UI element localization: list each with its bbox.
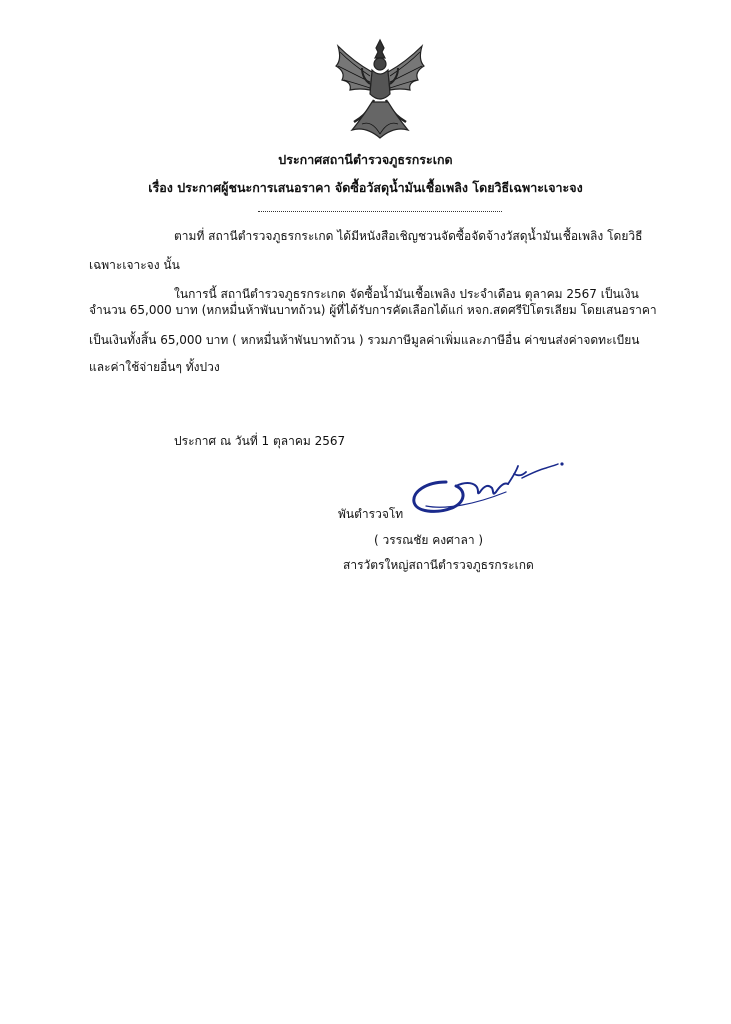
paragraph-1-line-2: เฉพาะเจาะจง นั้น [89, 258, 180, 272]
dotted-divider [258, 211, 502, 212]
signer-rank: พันตำรวจโท [338, 507, 404, 521]
paragraph-2-line-2: จำนวน 65,000 บาท (หกหมื่นห้าพันบาทถ้วน) ผู้ที่ได้รับการคัดเลือกได้แก่ หจก.สดศรีปิโตรเลียม โดยเสนอราคา [89, 303, 657, 317]
announcement-subject: เรื่อง ประกาศผู้ชนะการเสนอราคา จัดซื้อวัสดุน้ำมันเชื้อเพลิง โดยวิธีเฉพาะเจาะจง [148, 180, 583, 195]
paragraph-2-line-1: ในการนี้ สถานีตำรวจภูธรกระเกด จัดซื้อน้ำมันเชื้อเพลิง ประจำเดือน ตุลาคม 2567 เป็นเงิน [174, 287, 639, 301]
handwritten-signature-icon [406, 452, 576, 524]
signer-position: สารวัตรใหญ่สถานีตำรวจภูธรกระเกด [343, 558, 534, 572]
announce-date: ประกาศ ณ วันที่ 1 ตุลาคม 2567 [174, 434, 346, 448]
paragraph-1-line-1: ตามที่ สถานีตำรวจภูธรกระเกด ได้มีหนังสือเชิญชวนจัดซื้อจัดจ้างวัสดุน้ำมันเชื้อเพลิง โดยวิธี [174, 229, 643, 243]
garuda-emblem-icon [332, 38, 428, 140]
paragraph-2-line-3: เป็นเงินทั้งสิ้น 65,000 บาท ( หกหมื่นห้าพันบาทถ้วน ) รวมภาษีมูลค่าเพิ่มและภาษีอื่น ค่าขนส่งค่าจดทะเบียน [89, 333, 640, 347]
announcement-title: ประกาศสถานีตำรวจภูธรกระเกด [278, 152, 453, 167]
signer-name: ( วรรณชัย คงศาลา ) [374, 533, 484, 547]
paragraph-2-line-4: และค่าใช้จ่ายอื่นๆ ทั้งปวง [89, 360, 220, 374]
